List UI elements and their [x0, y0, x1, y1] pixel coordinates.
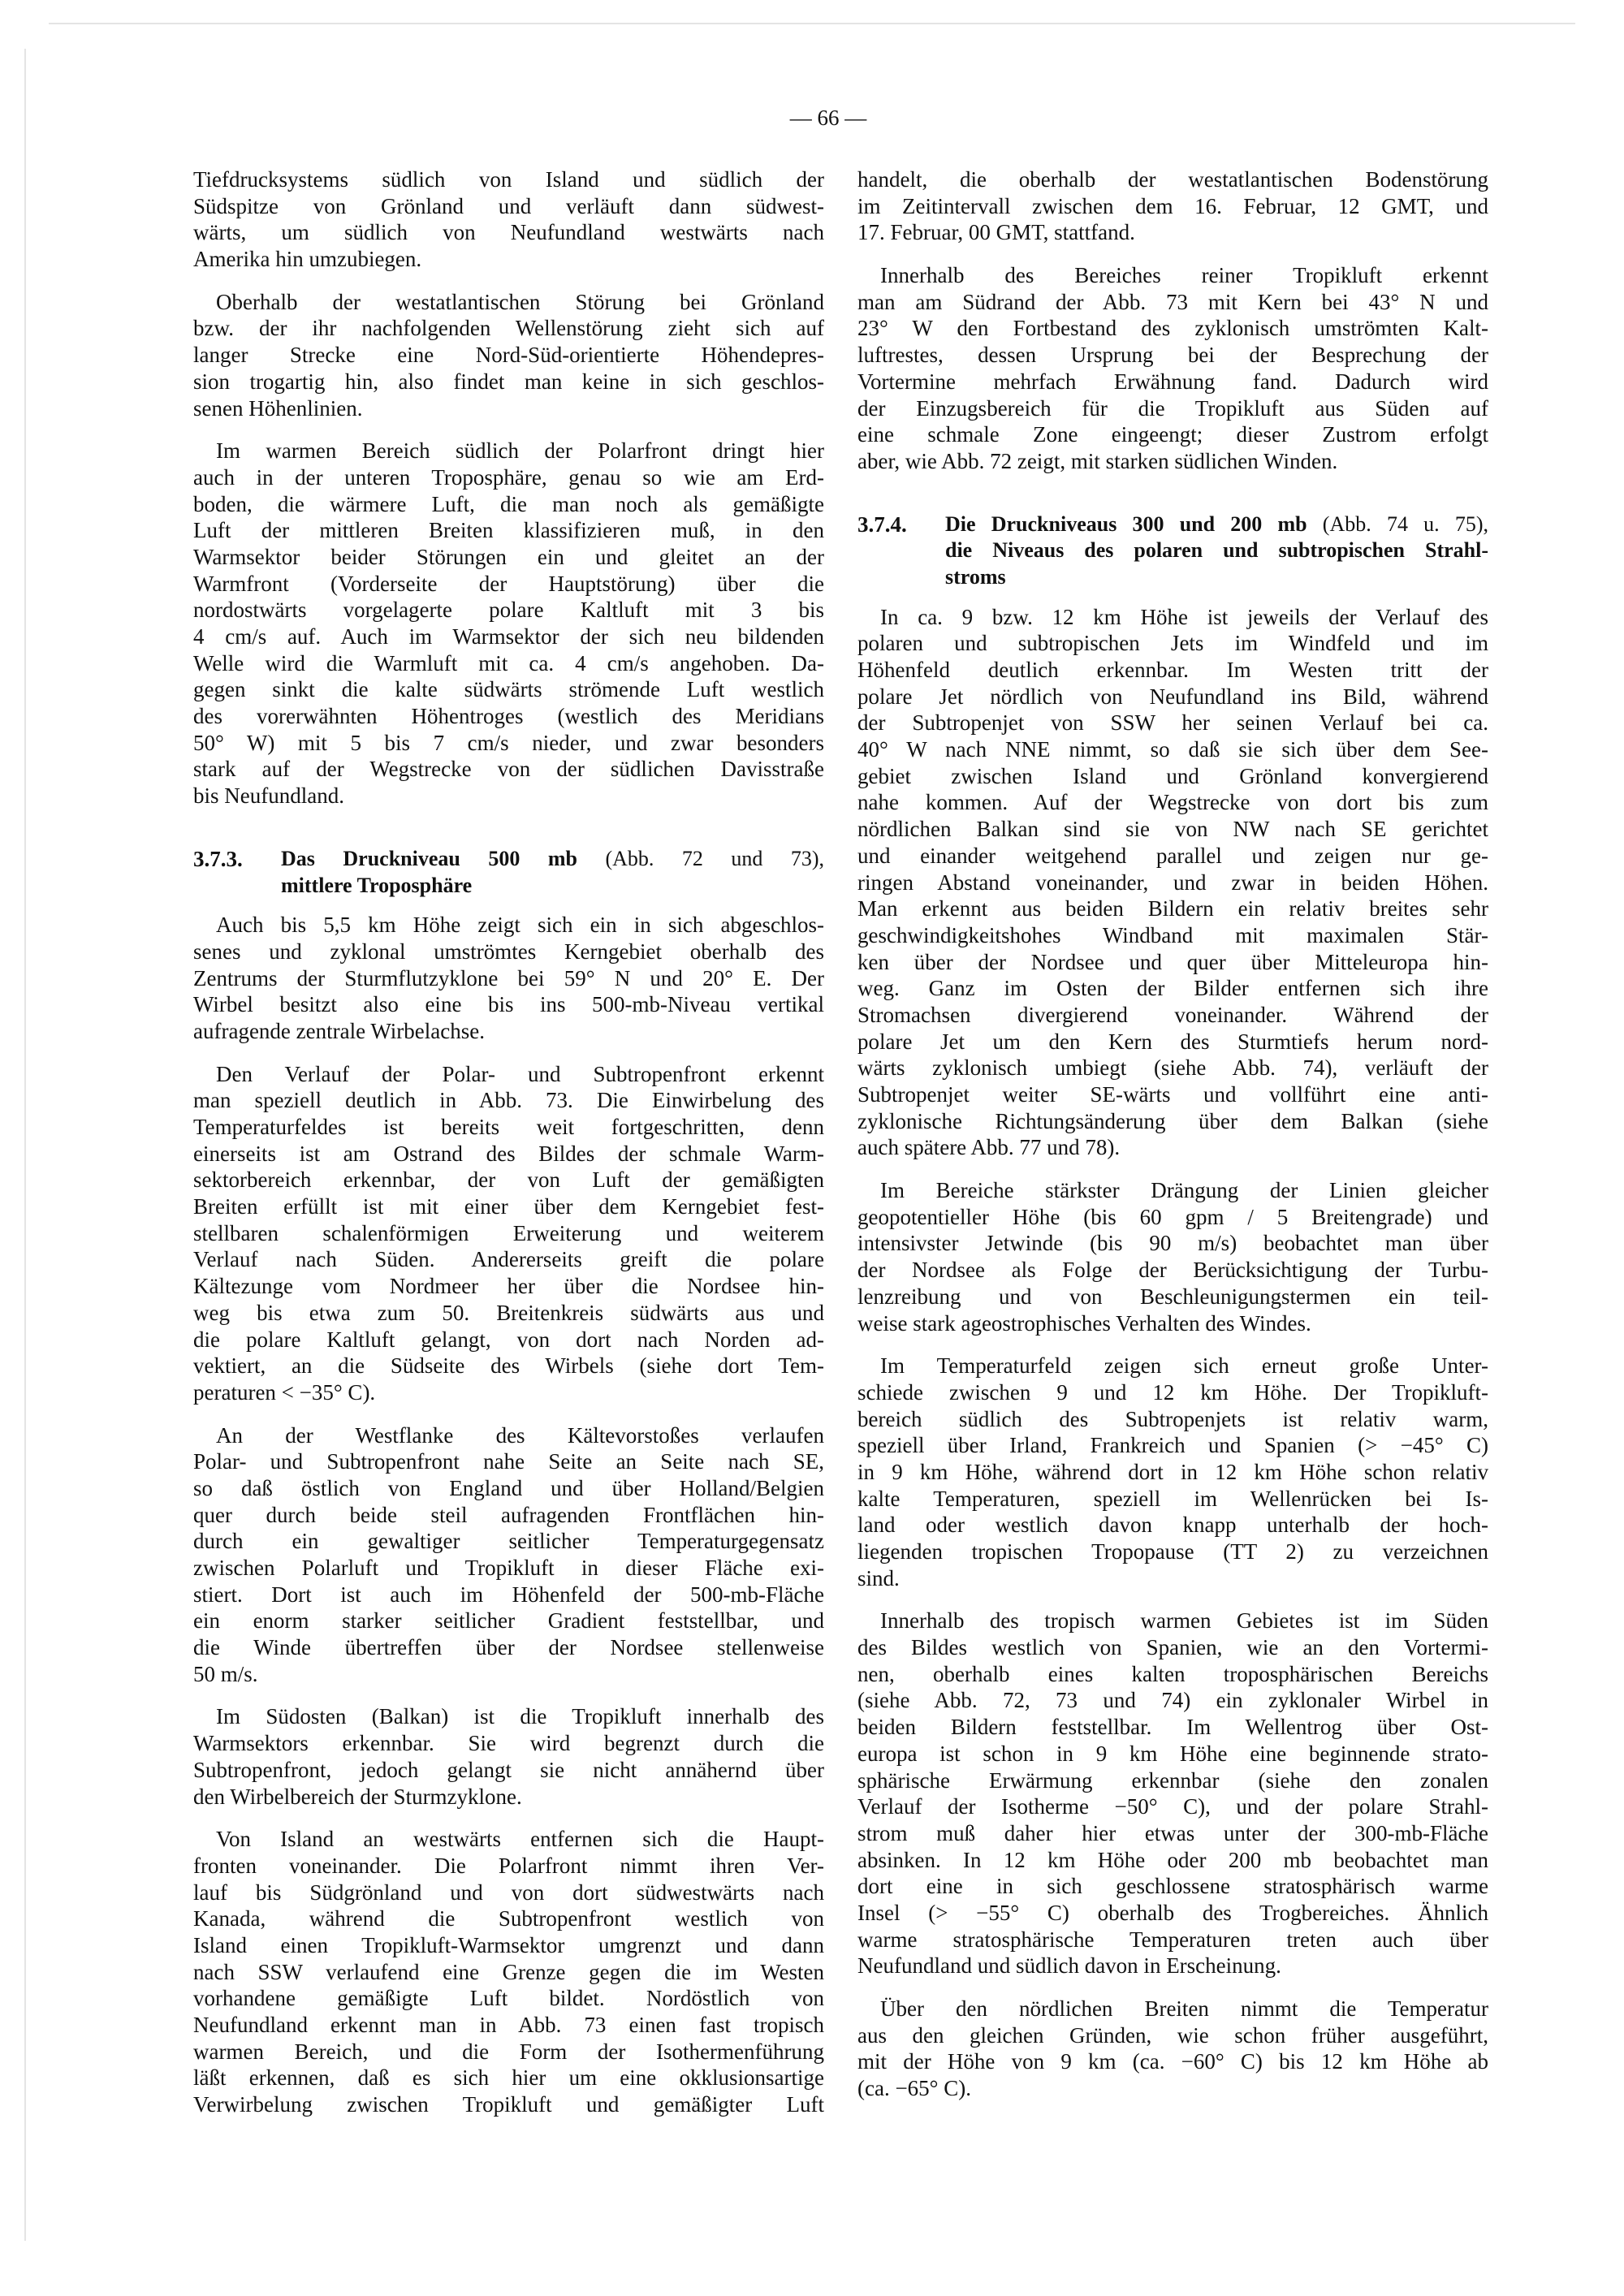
- text-line: stellbaren schalenförmigen Erweiterung und weiterem: [193, 1220, 824, 1245]
- text-line: sektorbereich erkennbar, der von Luft der gemäßigten: [193, 1167, 824, 1193]
- text-line: sion trogartig hin, also findet man keine in sich geschlos-: [193, 369, 824, 394]
- text-line: 50° W) mit 5 bis 7 cm/s nieder, und zwar besonders: [193, 730, 824, 755]
- paragraph: [193, 166, 824, 273]
- text-line: Warmsektor beider Störungen ein und gleitet an der: [193, 544, 824, 569]
- paragraph: [193, 1826, 824, 2118]
- heading-reference-text: (Abb. 74 u. 75),: [1307, 511, 1488, 536]
- text-line: schiede zwischen 9 und 12 km Höhe. Der Tropikluft-: [857, 1379, 1488, 1405]
- text-line: (ca. −65° C).: [857, 2076, 971, 2101]
- text-line: peraturen < −35° C).: [193, 1379, 376, 1405]
- heading-title-text: mittlere Troposphäre: [281, 873, 473, 897]
- paragraph: [857, 166, 1488, 246]
- text-line: boden, die wärmere Luft, die man noch als gemäßigte: [193, 491, 824, 516]
- text-line: nen, oberhalb eines kalten troposphärischen Bereichs: [857, 1661, 1488, 1686]
- text-line: eine schmale Zone eingeengt; dieser Zustrom erfolgt: [857, 422, 1488, 447]
- text-line: strom muß daher hier etwas unter der 300-mb-Fläche: [857, 1820, 1488, 1845]
- paragraph: [193, 438, 824, 809]
- text-line: man speziell deutlich in Abb. 73. Die Einwirbelung des: [193, 1088, 824, 1113]
- text-line: nördlichen Balkan sind sie von NW nach SE gerichtet: [857, 817, 1488, 842]
- text-line: Von Island an westwärts entfernen sich die Haupt-: [216, 1827, 824, 1852]
- text-line: senen Höhenlinien.: [193, 395, 363, 421]
- text-line: Subtropenjet weiter SE-wärts und vollführt eine anti-: [857, 1082, 1488, 1107]
- text-line: Welle wird die Warmluft mit ca. 4 cm/s angehoben. Da-: [193, 650, 824, 675]
- text-line: weg bis etwa zum 50. Breitenkreis südwärts aus und: [193, 1300, 824, 1325]
- text-line: wärts zyklonisch umbiegt (siehe Abb. 74), verläuft der: [857, 1055, 1488, 1081]
- text-line: Neufundland erkennt man in Abb. 73 einen fast tropisch: [193, 2013, 824, 2037]
- left-column: [193, 166, 824, 2118]
- heading-line: [945, 564, 1488, 591]
- scan-edge-line: [24, 49, 26, 2241]
- text-line: Stromachsen divergierend voneinander. Während der: [857, 1002, 1488, 1027]
- section-number: 3.7.4.: [857, 511, 907, 537]
- section-heading: [857, 511, 1488, 591]
- text-line: Polar- und Subtropenfront nahe Seite an Seite nach SE,: [193, 1449, 824, 1474]
- text-line: polare Jet nördlich von Neufundland ins Bild, während: [857, 684, 1488, 709]
- heading-line: [945, 537, 1488, 564]
- text-line: so daß östlich von England und über Holland/Belgien: [193, 1475, 824, 1500]
- text-line: Amerika hin umzubiegen.: [193, 247, 422, 272]
- heading-title-text: Die Druckniveaus 300 und 200 mb: [945, 511, 1307, 536]
- text-line: des vorerwähnten Höhentroges (westlich des Meridians: [193, 704, 824, 729]
- scan-edge-line: [49, 23, 1575, 24]
- text-line: der Nordsee als Folge der Berücksichtigung der Turbu-: [857, 1258, 1488, 1283]
- text-line: kalte Temperaturen, speziell im Wellenrücken bei Is-: [857, 1486, 1488, 1511]
- text-line: Im Bereiche stärkster Drängung der Linien gleicher: [880, 1178, 1488, 1203]
- text-line: vektiert, an die Südseite des Wirbels (siehe dort Tem-: [193, 1353, 824, 1379]
- text-line: sind.: [857, 1565, 900, 1590]
- paragraph: [857, 1996, 1488, 2102]
- text-line: senes und zyklonal umströmtes Kerngebiet oberhalb des: [193, 939, 824, 964]
- text-line: 40° W nach NNE nimmt, so daß sie sich über dem See-: [857, 737, 1488, 762]
- text-line: gebiet zwischen Island und Grönland konvergierend: [857, 763, 1488, 788]
- text-line: lauf bis Südgrönland und von dort südwestwärts nach: [193, 1880, 824, 1905]
- text-line: Verlauf der Isotherme −50° C), und der polare Strahl-: [857, 1794, 1488, 1819]
- text-line: fronten voneinander. Die Polarfront nimmt ihren Ver-: [193, 1853, 824, 1878]
- text-line: Zentrums der Sturmflutzyklone bei 59° N und 20° E. Der: [193, 965, 824, 990]
- text-line: Den Verlauf der Polar- und Subtropenfront erkennt: [216, 1061, 824, 1086]
- paragraph: [193, 912, 824, 1044]
- paragraph: [193, 289, 824, 421]
- text-line: 23° W den Fortbestand des zyklonisch umströmten Kalt-: [857, 316, 1488, 341]
- text-line: einerseits ist am Ostrand des Bildes der schmale Warm-: [193, 1141, 824, 1166]
- text-line: 17. Februar, 00 GMT, stattfand.: [857, 220, 1135, 245]
- paragraph: [193, 1703, 824, 1810]
- text-line: Wirbel besitzt also eine bis ins 500-mb-Niveau vertikal: [193, 992, 824, 1017]
- text-line: vorhandene gemäßigte Luft bildet. Nordöstlich von: [193, 1986, 824, 2011]
- text-line: Höhenfeld deutlich erkennbar. Im Westen tritt der: [857, 658, 1488, 682]
- text-line: und einander weitgehend parallel und zeigen nur ge-: [857, 843, 1488, 868]
- text-line: Kältezunge vom Nordmeer her über die Nordsee hin-: [193, 1274, 824, 1299]
- page-number: — 66 —: [789, 106, 867, 130]
- text-line: stiert. Dort ist auch im Höhenfeld der 500-mb-Fläche: [193, 1582, 824, 1607]
- text-line: Im Südosten (Balkan) ist die Tropikluft innerhalb des: [216, 1704, 824, 1729]
- text-line: (siehe Abb. 72, 73 und 74) ein zyklonaler Wirbel in: [857, 1688, 1488, 1713]
- text-line: die Winde übertreffen über der Nordsee stellenweise: [193, 1635, 824, 1660]
- heading-title-text: Das Druckniveau 500 mb: [281, 846, 577, 870]
- text-line: weise stark ageostrophisches Verhalten des Windes.: [857, 1310, 1311, 1336]
- text-line: geopotentieller Höhe (bis 60 gpm / 5 Breitengrade) und: [857, 1204, 1488, 1229]
- text-line: stark auf der Wegstrecke von der südlichen Davisstraße: [193, 757, 824, 782]
- text-line: sphärische Erwärmung erkennbar (siehe den zonalen: [857, 1767, 1488, 1793]
- text-line: Kanada, während die Subtropenfront westlich von: [193, 1906, 824, 1931]
- paragraph: [857, 1177, 1488, 1336]
- text-line: europa ist schon in 9 km Höhe eine beginnende strato-: [857, 1741, 1488, 1766]
- text-line: Temperaturfeldes ist bereits weit fortgeschritten, denn: [193, 1115, 824, 1139]
- heading-line: [281, 873, 824, 900]
- text-line: auch spätere Abb. 77 und 78).: [857, 1135, 1121, 1160]
- text-line: aufragende zentrale Wirbelachse.: [193, 1018, 485, 1043]
- text-line: In ca. 9 bzw. 12 km Höhe ist jeweils der Verlauf des: [880, 604, 1488, 629]
- text-line: zwischen Polarluft und Tropikluft in dieser Fläche exi-: [193, 1556, 824, 1580]
- text-line: lenzreibung und von Beschleunigungstermen ein teil-: [857, 1284, 1488, 1309]
- text-line: den Wirbelbereich der Sturmzyklone.: [193, 1784, 522, 1809]
- text-line: Neufundland und südlich davon in Erscheinung.: [857, 1953, 1281, 1979]
- text-line: bis Neufundland.: [193, 783, 344, 809]
- text-line: Insel (> −55° C) oberhalb des Trogbereiches. Ähnlich: [857, 1900, 1488, 1925]
- paragraph: [193, 1061, 824, 1406]
- text-line: des Bildes westlich von Spanien, wie an den Vortermi-: [857, 1635, 1488, 1660]
- text-line: liegenden tropischen Tropopause (TT 2) zu verzeichnen: [857, 1539, 1488, 1564]
- heading-reference-text: (Abb. 72 und 73),: [577, 846, 825, 870]
- text-line: auch in der unteren Troposphäre, genau so wie am Erd-: [193, 464, 824, 490]
- heading-title-text: stroms: [945, 564, 1006, 589]
- text-line: die polare Kaltluft gelangt, von dort nach Norden ad-: [193, 1327, 824, 1352]
- text-line: wärts, um südlich von Neufundland westwärts nach: [193, 220, 824, 245]
- text-line: im Zeitintervall zwischen dem 16. Februar, 12 GMT, und: [857, 193, 1488, 218]
- text-line: ken über der Nordsee und quer über Mitteleuropa hin-: [857, 949, 1488, 974]
- text-line: durch ein gewaltiger seitlicher Temperaturgegensatz: [193, 1529, 824, 1554]
- text-line: Innerhalb des tropisch warmen Gebietes ist im Süden: [880, 1608, 1488, 1634]
- text-line: gegen sinkt die kalte südwärts strömende Luft westlich: [193, 677, 824, 702]
- text-line: handelt, die oberhalb der westatlantischen Bodenstörung: [857, 167, 1488, 192]
- text-line: nach SSW verlaufend eine Grenze gegen die im Westen: [193, 1959, 824, 1984]
- paragraph: [193, 1422, 824, 1688]
- paragraph: [857, 1353, 1488, 1591]
- text-line: aus den gleichen Gründen, wie schon früher ausgeführt,: [857, 2022, 1488, 2048]
- right-column: [857, 166, 1488, 2102]
- text-line: Im Temperaturfeld zeigen sich erneut große Unter-: [880, 1353, 1488, 1379]
- text-line: An der Westflanke des Kältevorstoßes verlaufen: [216, 1422, 824, 1448]
- text-line: intensivster Jetwinde (bis 90 m/s) beobachtet man über: [857, 1231, 1488, 1256]
- text-line: Subtropenfront, jedoch gelangt sie nicht annähernd über: [193, 1757, 824, 1782]
- text-line: Südspitze von Grönland und verläuft dann südwest-: [193, 193, 824, 218]
- section-heading: [193, 846, 824, 899]
- heading-line: [281, 846, 824, 873]
- section-number: 3.7.3.: [193, 846, 243, 871]
- text-line: 50 m/s.: [193, 1661, 258, 1686]
- text-line: Luft der mittleren Breiten klassifizieren muß, in den: [193, 518, 824, 543]
- text-line: Auch bis 5,5 km Höhe zeigt sich ein in sich abgeschlos-: [216, 913, 824, 938]
- heading-line: [945, 511, 1488, 538]
- text-line: Verlauf nach Süden. Andererseits greift die polare: [193, 1247, 824, 1272]
- text-line: Tiefdrucksystems südlich von Island und südlich der: [193, 167, 824, 192]
- text-line: der Einzugsbereich für die Tropikluft aus Süden auf: [857, 395, 1488, 421]
- text-line: zyklonische Richtungsänderung über dem Balkan (siehe: [857, 1108, 1488, 1133]
- text-line: Island einen Tropikluft-Warmsektor umgrenzt und dann: [193, 1932, 824, 1957]
- text-line: Breiten erfüllt ist mit einer über dem Kerngebiet fest-: [193, 1194, 824, 1219]
- text-line: aber, wie Abb. 72 zeigt, mit starken südlichen Winden.: [857, 448, 1338, 473]
- text-line: Vortermine mehrfach Erwähnung fand. Dadurch wird: [857, 369, 1488, 394]
- text-line: 4 cm/s auf. Auch im Warmsektor der sich neu bildenden: [193, 624, 824, 649]
- text-line: Innerhalb des Bereiches reiner Tropikluft erkennt: [880, 263, 1488, 288]
- paragraph: [857, 604, 1488, 1161]
- text-line: Im warmen Bereich südlich der Polarfront dringt hier: [216, 438, 824, 464]
- text-line: luftrestes, dessen Ursprung bei der Besprechung der: [857, 343, 1488, 368]
- text-line: langer Strecke eine Nord-Süd-orientierte Höhendepres-: [193, 343, 824, 368]
- text-line: ein enorm starker seitlicher Gradient feststellbar, und: [193, 1608, 824, 1634]
- text-line: weg. Ganz im Osten der Bilder entfernen sich ihre: [857, 976, 1488, 1001]
- text-line: der Subtropenjet von SSW her seinen Verlauf bei ca.: [857, 710, 1488, 736]
- text-line: land oder westlich davon knapp unterhalb der hoch-: [857, 1513, 1488, 1538]
- text-line: nordostwärts vorgelagerte polare Kaltluft mit 3 bis: [193, 598, 824, 623]
- text-line: läßt erkennen, daß es sich hier um eine okklusionsartige: [193, 2065, 824, 2091]
- text-line: in 9 km Höhe, während dort in 12 km Höhe schon relativ: [857, 1459, 1488, 1484]
- text-line: ringen Abstand voneinander, und zwar in beiden Höhen.: [857, 870, 1488, 895]
- paragraph: [857, 262, 1488, 475]
- text-line: nahe kommen. Auf der Wegstrecke von dort bis zum: [857, 790, 1488, 815]
- text-line: beiden Bildern feststellbar. Im Wellentrog über Ost-: [857, 1715, 1488, 1740]
- heading-title-text: die Niveaus des polaren und subtropischen Strahl-: [945, 538, 1488, 563]
- text-line: dort eine in sich geschlossene stratosphärisch warme: [857, 1874, 1488, 1899]
- text-line: Man erkennt aus beiden Bildern ein relativ breites sehr: [857, 896, 1488, 921]
- text-line: Warmsektors erkennbar. Sie wird begrenzt durch die: [193, 1731, 824, 1756]
- text-line: Oberhalb der westatlantischen Störung bei Grönland: [216, 289, 824, 314]
- text-line: Über den nördlichen Breiten nimmt die Temperatur: [880, 1996, 1488, 2021]
- text-line: Warmfront (Vorderseite der Hauptstörung) über die: [193, 571, 824, 596]
- text-line: geschwindigkeitshohes Windband mit maximalen Stär-: [857, 922, 1488, 947]
- text-line: Verwirbelung zwischen Tropikluft und gemäßigter Luft: [193, 2092, 824, 2117]
- text-line: bereich südlich des Subtropenjets ist relativ warm,: [857, 1406, 1488, 1431]
- text-line: polaren und subtropischen Jets im Windfeld und im: [857, 631, 1488, 656]
- text-line: mit der Höhe von 9 km (ca. −60° C) bis 12 km Höhe ab: [857, 2049, 1488, 2074]
- text-line: quer durch beide steil aufragenden Frontflächen hin-: [193, 1502, 824, 1527]
- text-line: warme stratosphärische Temperaturen treten auch über: [857, 1927, 1488, 1952]
- text-line: absinken. In 12 km Höhe oder 200 mb beobachtet man: [857, 1847, 1488, 1872]
- text-line: warmen Bereich, und die Form der Isothermenführung: [193, 2039, 824, 2064]
- text-line: man am Südrand der Abb. 73 mit Kern bei 43° N und: [857, 289, 1488, 314]
- text-line: speziell über Irland, Frankreich und Spanien (> −45° C): [857, 1433, 1488, 1458]
- text-line: bzw. der ihr nachfolgenden Wellenstörung zieht sich auf: [193, 316, 824, 341]
- paragraph: [857, 1608, 1488, 1979]
- text-line: polare Jet um den Kern des Sturmtiefs herum nord-: [857, 1029, 1488, 1054]
